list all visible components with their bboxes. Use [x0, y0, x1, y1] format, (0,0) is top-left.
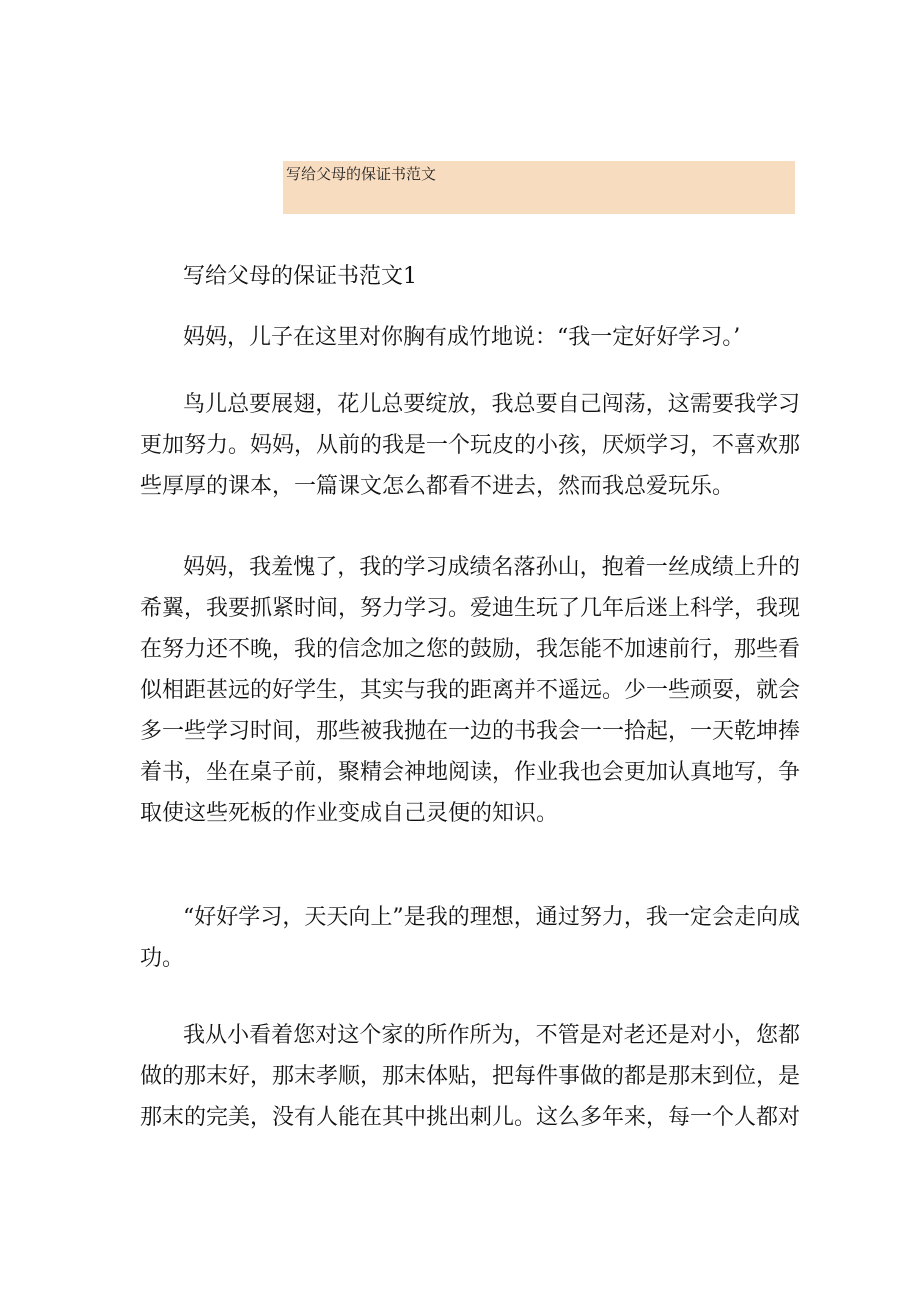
banner-title: 写给父母的保证书范文: [286, 165, 437, 183]
paragraph: 妈妈，儿子在这里对你胸有成竹地说：“我一定好好学习。’: [183, 325, 741, 350]
paragraph: 鸟儿总要展翅，花儿总要绽放，我总要自己闯荡，这需要我学习更加努力。妈妈，从前的我是一个玩皮的小孩，厌烦学习，不喜欢那些厚厚的课本，一篇课文怎么都看不进去，然而我总爱玩乐。: [140, 392, 801, 499]
document-title: 写给父母的保证书范文1: [183, 264, 417, 289]
paragraph: 我从小看着您对这个家的所作所为，不管是对老还是对小，您都做的那末好，那末孝顺，那末体贴，把每件事做的都是那末到位，是那末的完美，没有人能在其中挑出刺儿。这么多年来，每一个人都对: [140, 1023, 801, 1130]
paragraph: 妈妈，我羞愧了，我的学习成绩名落孙山，抱着一丝成绩上升的希翼，我要抓紧时间，努力学习。爱迪生玩了几年后迷上科学，我现在努力还不晚，我的信念加之您的鼓励，我怎能不加速前行，那些看似相距甚远的好学生，其实与我的距离并不遥远。少一些顽耍，就会多一些学习时间，那些被我抛在一边的书我会一一拾起，一天乾坤捧着书，坐在桌子前，聚精会神地阅读，作业我也会更加认真地写，争取使这些死板的作业变成自己灵便的知识。: [140, 555, 801, 826]
header-banner: [283, 161, 795, 214]
paragraph: “好好学习，天天向上”是我的理想，通过努力，我一定会走向成功。: [140, 905, 800, 971]
